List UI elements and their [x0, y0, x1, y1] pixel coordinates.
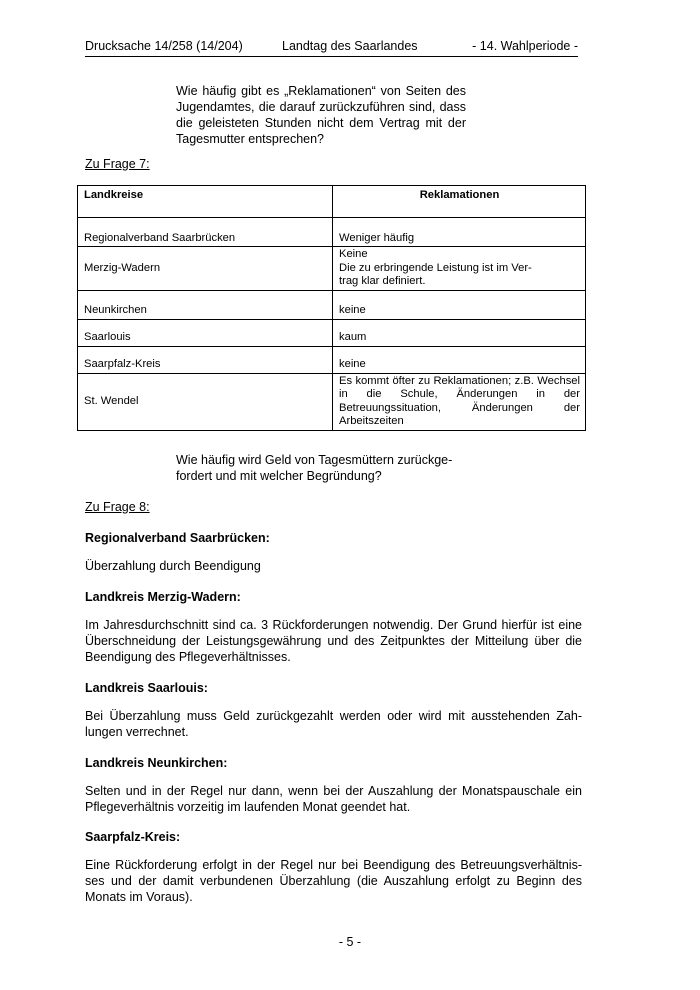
cell-landkreis: Saarlouis	[78, 319, 333, 346]
cell-reklamation: keine	[333, 290, 586, 319]
reklamationen-table	[77, 185, 586, 431]
section-saarlouis	[85, 680, 582, 740]
section-text: Bei Überzahlung muss Geld zurückgezahlt werden oder wird mit ausstehenden Zah-lungen verrechnet.	[85, 709, 582, 739]
question-8: Wie häufig wird Geld von Tagesmüttern zurückge- fordert und mit welcher Begründung?	[176, 453, 453, 483]
section-heading: Landkreis Saarlouis:	[85, 681, 208, 695]
answer-8-label: Zu Frage 8:	[85, 500, 150, 514]
answer-7-label: Zu Frage 7:	[85, 157, 150, 171]
section-text: Im Jahresdurchschnitt sind ca. 3 Rückforderungen notwendig. Der Grund hierfür ist eine Überschneidung der Leistungsgewährung und des Zeitpunktes der Mitteilung über die Beendigung des Pflegeverhältnisses.	[85, 618, 582, 664]
cell-landkreis: Regionalverband Saarbrücken	[78, 218, 333, 247]
table-row	[78, 346, 586, 373]
header-document-number: Drucksache 14/258 (14/204)	[85, 39, 243, 53]
column-header-landkreise: Landkreise	[78, 186, 333, 218]
cell-reklamation: Weniger häufig	[333, 218, 586, 247]
section-neunkirchen	[85, 755, 582, 815]
section-heading: Landkreis Merzig-Wadern:	[85, 590, 241, 604]
section-heading: Regionalverband Saarbrücken:	[85, 531, 270, 545]
section-heading: Landkreis Neunkirchen:	[85, 756, 228, 770]
cell-reklamation: Keine Die zu erbringende Leistung ist im Ver- trag klar definiert.	[333, 247, 586, 291]
table-header-row	[78, 186, 586, 218]
section-text: Eine Rückforderung erfolgt in der Regel nur bei Beendigung des Betreuungsverhältnis-ses und der damit verbundenen Überzahlung (die Auszahlung erfolgt zu Beginn des Monats im Voraus).	[85, 858, 582, 904]
cell-landkreis: Saarpfalz-Kreis	[78, 346, 333, 373]
section-merzig-wadern	[85, 589, 582, 665]
question-7: Wie häufig gibt es „Reklamationen“ von Seiten des Jugendamtes, die darauf zurückzuführen sind, dass die geleisteten Stunden nicht dem Vertrag mit der Tagesmutter entsprechen?	[176, 84, 466, 146]
cell-reklamation: Es kommt öfter zu Reklamationen; z.B. Wechsel in die Schule, Änderungen in der Betreuungssituation, Änderungen der Arbeitszeiten	[333, 373, 586, 430]
header-period: - 14. Wahlperiode -	[472, 39, 578, 53]
cell-landkreis: Neunkirchen	[78, 290, 333, 319]
section-heading: Saarpfalz-Kreis:	[85, 830, 181, 844]
page-header	[85, 39, 578, 57]
section-saarpfalz	[85, 829, 582, 905]
cell-landkreis: Merzig-Wadern	[78, 247, 333, 291]
table-row	[78, 319, 586, 346]
cell-reklamation: kaum	[333, 319, 586, 346]
table-row	[78, 290, 586, 319]
table-row	[78, 373, 586, 430]
table-row	[78, 218, 586, 247]
page-number: - 5 -	[338, 935, 362, 949]
section-text: Überzahlung durch Beendigung	[85, 559, 261, 573]
section-regionalverband	[85, 530, 582, 574]
header-parliament: Landtag des Saarlandes	[282, 39, 418, 53]
cell-reklamation: keine	[333, 346, 586, 373]
section-text: Selten und in der Regel nur dann, wenn bei der Auszahlung der Monatspauschale ein Pflegeverhältnis vorzeitig im laufenden Monat geendet hat.	[85, 784, 582, 814]
cell-landkreis: St. Wendel	[78, 373, 333, 430]
table-row	[78, 247, 586, 291]
column-header-reklamationen: Reklamationen	[333, 186, 586, 218]
